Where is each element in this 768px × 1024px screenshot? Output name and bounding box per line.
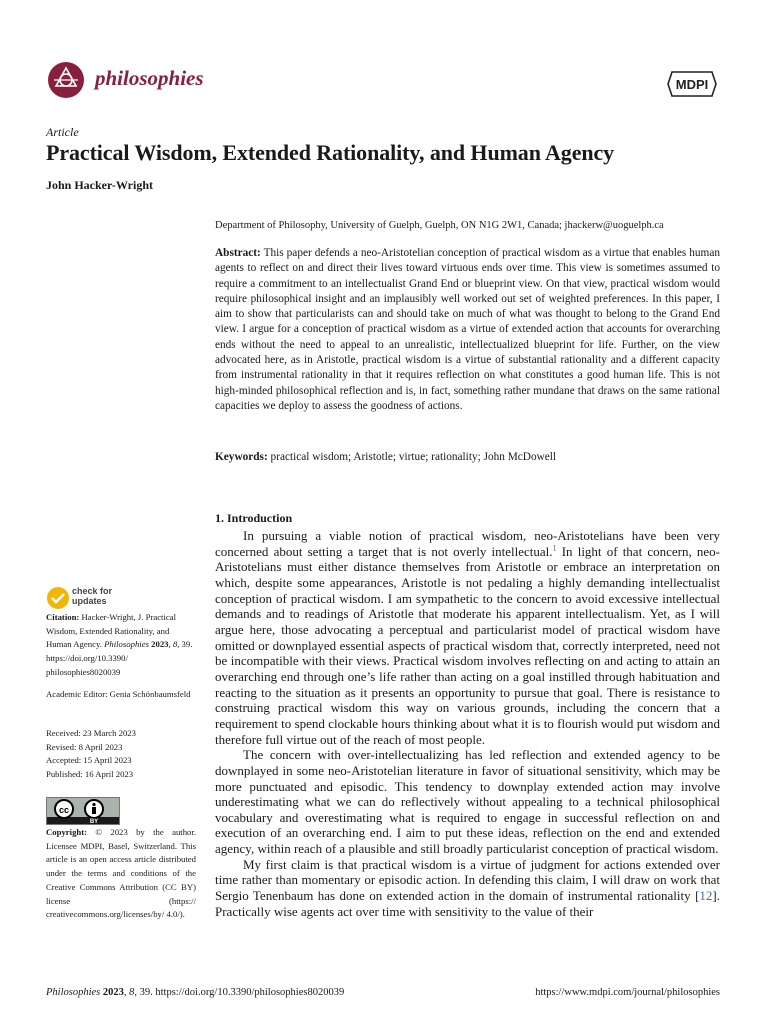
check-for-updates[interactable] — [72, 586, 112, 606]
check-for-updates-line1: check for — [72, 586, 113, 596]
date-published: Published: 16 April 2023 — [46, 769, 134, 780]
abstract — [215, 246, 720, 414]
paragraph-1-part-b: In light of that concern, neo-Aristotelians must either distance themselves from Aristotle or embrace an interpretation on which, despite some appearances, Aristotle is not pedaling a highly demanding intellectualist conception of practical wisdom. I am sympathetic to the concern to avoid excessive intellectual demands and to readings of Aristotle that moderate his apparent intellectualism. Yet, as I will argue here, those advocating a perceptual and particularist model of practical wisdom have omitted or downplayed essential aspects of practical wisdom that, correctly interpreted, need not be incompatible with their views. Practical wisdom involves reflecting on and acting to attain an overarching end through one’s life rather than acting on a goal instilled through habituation and reacting to the situation as it presents an opportunity to pursue that goal. There is resistance to construing practical wisdom this way on various grounds, including the concern that a requirement to spend clockable hours thinking about what it is to flourish would put wisdom and therefore full virtue out of the reach of most people. — [215, 543, 720, 747]
journal-name: philosophies — [95, 66, 204, 90]
dates-block — [46, 727, 196, 782]
author-name: John Hacker-Wright — [46, 178, 153, 192]
check-for-updates-icon[interactable] — [46, 586, 70, 610]
reference-link[interactable]: 12 — [699, 888, 713, 904]
keywords-label: Keywords: — [215, 451, 268, 463]
body-text — [215, 528, 720, 919]
footer-doi[interactable]: , 39. https://doi.org/10.3390/philosophies8020039 — [134, 987, 345, 998]
citation-journal: Philosophies — [104, 639, 149, 650]
affiliation: Department of Philosophy, University of Guelph, Guelph, ON N1G 2W1, Canada; jhackerw@uoguelph.ca — [215, 220, 664, 231]
copyright-block — [46, 826, 196, 922]
check-for-updates-line2: updates — [72, 596, 107, 606]
footer-citation: Philosophies 2023, 8, 39. https://doi.org/10.3390/philosophies8020039 — [46, 987, 345, 998]
section-heading: 1. Introduction — [215, 511, 293, 525]
cc-by-license-badge[interactable] — [46, 797, 120, 825]
keywords-text: practical wisdom; Aristotle; virtue; rationality; John McDowell — [270, 451, 557, 463]
footnote-1-link[interactable]: 1 — [552, 543, 557, 553]
footer-journal: Philosophies — [46, 987, 101, 998]
citation-volume: 8 — [172, 639, 178, 650]
citation-label: Citation: — [46, 612, 80, 622]
paragraph-3-part-b: ]. Practically wise agents act over time with sensitivity to the value of their — [215, 888, 720, 919]
citation-year: 2023 — [151, 639, 169, 650]
date-revised: Revised: 8 April 2023 — [46, 741, 123, 752]
footer-volume: 8 — [129, 987, 135, 998]
mdpi-logo-text: MDPI — [675, 77, 709, 92]
date-accepted: Accepted: 15 April 2023 — [46, 755, 132, 766]
footer-journal-url[interactable]: https://www.mdpi.com/journal/philosophies — [535, 987, 720, 998]
footer-year: 2023 — [102, 987, 124, 998]
mdpi-logo — [666, 70, 718, 98]
paragraph-1-part-a: In pursuing a viable notion of practical wisdom, neo-Aristotelians have been very concerned about setting a target that is not overly intellectual. — [215, 528, 720, 559]
copyright-label: Copyright: — [46, 827, 88, 837]
article-title: Practical Wisdom, Extended Rationality, and Human Agency — [46, 140, 615, 165]
mdpi-logo-icon — [666, 70, 718, 98]
cc-by-icon — [47, 798, 119, 824]
article-type: Article — [46, 125, 79, 139]
date-received: Received: 23 March 2023 — [46, 728, 136, 738]
cc-by-text: BY — [89, 819, 99, 824]
copyright-text: © 2023 by the author. Licensee MDPI, Basel, Switzerland. This article is an open access article distributed under the terms and conditions of the Creative Commons Attribution (CC BY) license (https:// creativecommons.org/licenses/by/ 4.0/). — [46, 827, 196, 920]
citation-pre: Hacker-Wright, J. Practical Wisdom, Extended Rationality, and Human Agency. — [46, 612, 176, 650]
paragraph-3 — [215, 857, 720, 920]
paragraph-2: The concern with over-intellectualizing has led reflection and extended agency to be downplayed in some neo-Aristotelian literature in favor of situational sensitivity, which may be more punctuated and episodic. This tendency to downplay extended action may involve underestimating what we can do reflectively without appealing to a technical philosophical vocabulary and overestimating what is required to engage in successful reflection on and execution of an overarching end. I aim to put these ideas, reflection on the end and extended agency, within reach of a plausible and still broadly particularist conception of practical wisdom. — [215, 747, 720, 857]
svg-text:cc: cc — [58, 805, 70, 815]
journal-logo-icon — [46, 60, 86, 100]
keywords — [215, 451, 720, 463]
citation-post[interactable]: , 39. https://doi.org/10.3390/ philosophies8020039 — [46, 639, 193, 677]
abstract-label: Abstract: — [215, 247, 261, 259]
abstract-text: This paper defends a neo-Aristotelian conception of practical wisdom as a virtue that enables human agents to reflect on and direct their lives toward virtuous ends over time. This view is sometimes assumed to require a commitment to an intellectualist Grand End or blueprint view. On that view, practical wisdom would require philosophical insight and an implausibly well worked out set of weighted preferences. In this paper, I aim to show that particularists can and should take on much of what was thought to belong to the Grand End view. I argue for a conception of practical wisdom as a virtue of extended action that accounts for overarching ends without the need to appeal to an unrealistic, intellectualized blueprint for life. Further, on the view advocated here, as in Aristotle, practical wisdom is a virtue of substantial rationality and a different capacity from instrumental rationality in that it requires reflection on what constitutes a good human life. This is not high-minded philosophical reflection and is, in fact, something rather mundane that draws on the same rational capacities we deploy to assess the goodness of actions. — [215, 247, 720, 412]
paragraph-3-part-a: My first claim is that practical wisdom is a virtue of judgment for actions extended over time rather than momentary or episodic action. In defending this claim, I will draw on work that Sergio Tenenbaum has done on extended action in the domain of instrumental rationality [ — [215, 856, 720, 904]
citation-block: Citation: Hacker-Wright, J. Practical Wisdom, Extended Rationality, and Human Agency. Philosophies 2023, 8, 39. https://doi.org/10.3390/ philosophies8020039 — [46, 612, 193, 677]
paragraph-1 — [215, 528, 720, 747]
academic-editor: Academic Editor: Genia Schönbaumsfeld — [46, 689, 191, 699]
